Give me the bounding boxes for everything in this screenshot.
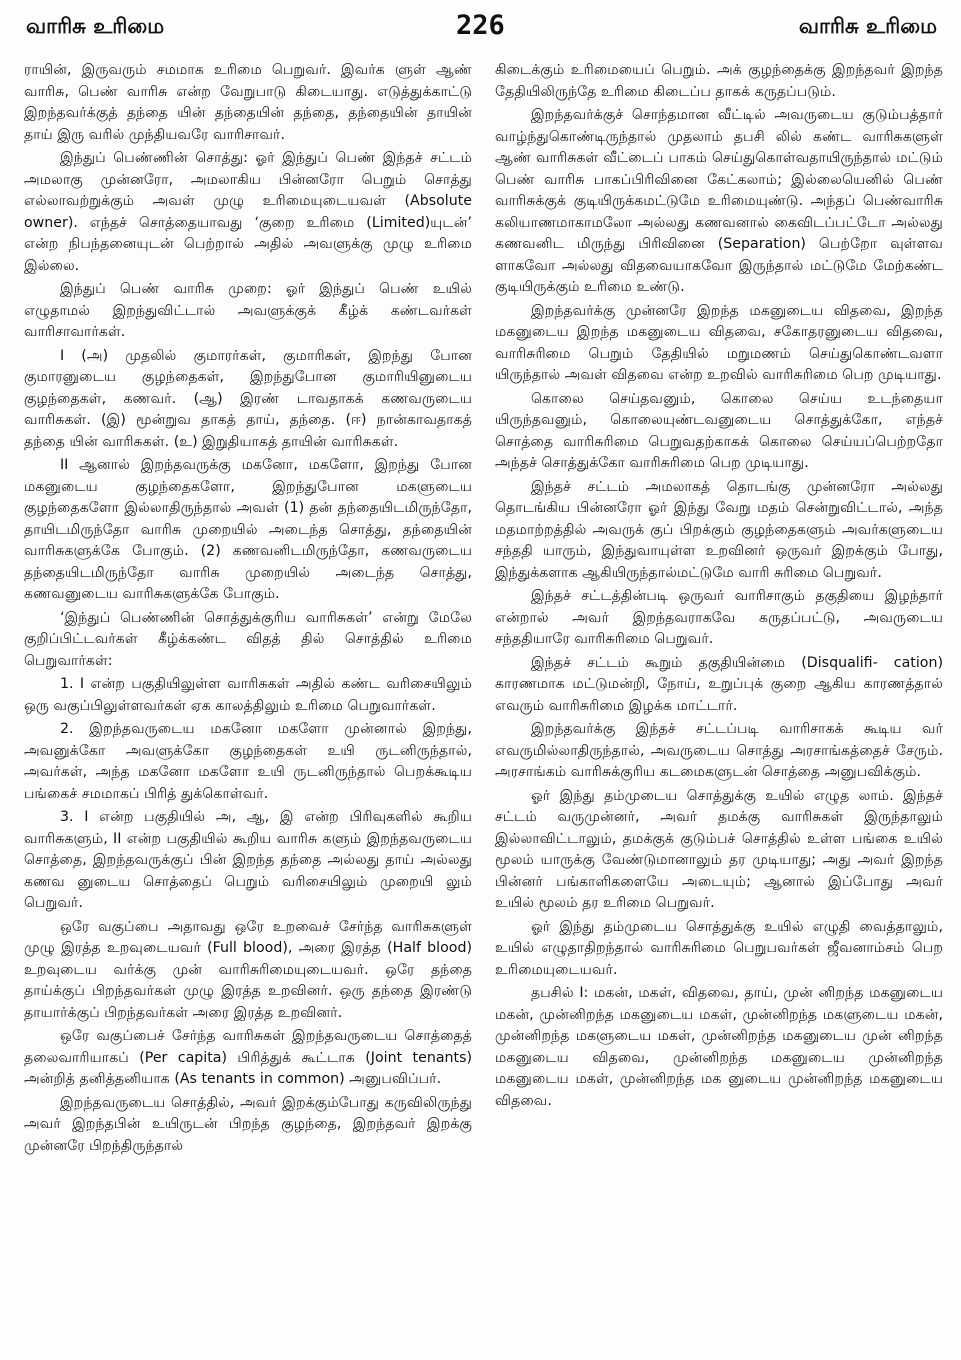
paragraph: இறந்தவர்க்குச் சொந்தமான வீட்டில் அவருடைய குடும்பத்தார் வாழ்ந்துகொண்டிருந்தால் முதலாம் தபசி லில் கண்ட வாரிசுகளுள் ஆண் வாரிசுகள் வீட்டைப் பாகம் செய்துகொள்வதாயிருந்தால் மட்டும் பெண் வாரிசு பாகப்பிரிவினை கேட்கலாம்; இல்லையெனில் பெண் வாரிசுக்குக் குடியிருக்கமட்டுமே உரிமையுண்டு. அந்தப் பெண்வாரிசு கலியாணமாகாமலோ அல்லது கணவனால் கைவிடப்பட்டோ அல்லது கணவனிட மிருந்து பிரிவினை (Separation) பெற்றோ வுள்ளவ ளாகவோ அல்லது விதவையாகவோ இருந்தால் மட்டுமே மேற்கண்ட குடியிருக்கும் உரிமை உண்டு. xyxy=(495,107,943,295)
paragraph: இந்துப் பெண் வாரிசு முறை: ஓர் இந்துப் பெண் உயில் எழுதாமல் இறந்துவிட்டால் அவளுக்குக் கீழ்க் கண்டவர்கள் வாரிசாவார்கள். xyxy=(24,281,472,340)
left-column xyxy=(24,60,472,1356)
paragraph: I (அ) முதலில் குமாரர்கள், குமாரிகள், இறந்து போன குமாரனுடைய குழந்தைகள், இறந்துபோன குமாரியினுடைய குழந்தைகள், கணவர். (ஆ) இரண் டாவதாகக் கணவருடைய வாரிசுகள். (இ) மூன்றுவ தாகத் தாய், தந்தை. (ஈ) நான்காவதாகத் தந்தை யின் வாரிசுகள். (உ) இறுதியாகத் தாயின் வாரிசுகள். xyxy=(24,347,472,450)
paragraph: இறந்தவர்க்கு முன்னரே இறந்த மகனுடைய விதவை, இறந்த மகனுடைய இறந்த மகனுடைய விதவை, சகோதரனுடைய விதவை, வாரிசுரிமை பெறும் தேதியில் மறுமணம் செய்துகொண்டவளா யிருந்தால் அவள் விதவை என்ற உறவில் வாரிசுரிமை பெற முடியாது. xyxy=(495,302,943,383)
paragraph: II ஆனால் இறந்தவருக்கு மகனோ, மகளோ, இறந்து போன மகனுடைய குழந்தைகளோ, இறந்துபோன மகளுடைய குழந்தைகளோ இல்லாதிருந்தால் அவள் (1) தன் தந்தையிடமிருந்தோ, தாயிடமிருந்தோ வாரிசு முறையில் அடைந்த சொத்து, தந்தையின் வாரிசுகளுக்கே போகும். (2) கணவனிடமிருந்தோ, கணவருடைய தந்தையிடமிருந்தோ வாரிசு முறையில் அடைந்த சொத்து, கணவனுடைய வாரிசுகளுக்கே போகும். xyxy=(24,457,472,602)
paragraph: 1. I என்ற பகுதியிலுள்ள வாரிசுகள் அதில் கண்ட வரிசையிலும் ஒரு வகுப்பிலுள்ளவர்கள் ஏக காலத்திலும் உரிமை பெறுவார்கள். xyxy=(24,676,472,714)
paragraph: இந்தச் சட்டம் அமலாகத் தொடங்கு முன்னரோ அல்லது தொடங்கிய பின்னரோ ஓர் இந்து வேறு மதம் சென்றுவிட்டால், அந்த மதமாற்றத்தில் அவருக் குப் பிறக்கும் குழந்தைகளும் அவர்களுடைய சந்ததி யாரும், இந்துவாயுள்ள உறவினர் ஒருவர் இறக்கும் போது, இந்துக்களாக ஆகியிருந்தால்மட்டுமே வாரி சுரிமை பெறுவர். xyxy=(495,478,943,581)
paragraph: இந்தச் சட்டத்தின்படி ஒருவர் வாரிசாகும் தகுதியை இழந்தார் என்றால் அவர் இறந்தவராகவே கருதப்பட்டு, அவருடைய சந்ததியாரே வாரிசுரிமை பெறுவர். xyxy=(495,588,943,647)
page-header xyxy=(0,0,961,58)
paragraph: ஒரே வகுப்பை அதாவது ஒரே உறவைச் சேர்ந்த வாரிசுகளுள் முழு இரத்த உறவுடையவர் (Full blood), அரை இரத்த (Half blood) உறவுடைய வர்க்கு முன் வாரிசுரிமையுடையவர். ஒரே தந்தை தாய்க்குப் பிறந்தவர்கள் முழு இரத்த உறவினர். ஒரு தந்தை இரண்டு தாயார்க்குப் பிறந்தவர்கள் அரை இரத்த உறவினர். xyxy=(24,918,472,1021)
page-number: 226 xyxy=(456,10,505,41)
paragraph: 2. இறந்தவருடைய மகனோ மகளோ முன்னால் இறந்து, அவனுக்கோ அவளுக்கோ குழந்தைகள் உயி ருடனிருந்தால், அவர்கள், அந்த மகனோ மகளோ உயி ருடனிருந்தால் பெறக்கூடிய பங்கைச் சமமாகப் பிரித் துக்கொள்வர். xyxy=(24,721,472,802)
right-column xyxy=(495,60,943,1356)
paragraph: கிடைக்கும் உரிமையைப் பெறும். அக் குழந்தைக்கு இறந்தவர் இறந்த தேதியிலிருந்தே உரிமை கிடைப்ப தாகக் கருதப்படும். xyxy=(495,62,943,100)
paragraph: இறந்தவருடைய சொத்தில், அவர் இறக்கும்போது கருவிலிருந்து அவர் இறந்தபின் உயிருடன் பிறந்த குழந்தை, இறந்தவர் இறக்கு முன்னரே பிறந்திருந்தால் xyxy=(24,1094,472,1154)
paragraph: இறந்தவர்க்கு இந்தச் சட்டப்படி வாரிசாகக் கூடிய வர் எவருமில்லாதிருந்தால், அவருடைய சொத்து அரசாங்கத்தைச் சேரும். அரசாங்கம் வாரிசுக்குரிய கடமைகளுடன் சொத்தை அனுபவிக்கும். xyxy=(495,721,943,780)
paragraph: தபசில் I: மகன், மகள், விதவை, தாய், முன் னிறந்த மகனுடைய மகன், முன்னிறந்த மகனுடைய மகள், முன்னிறந்த மகளுடைய மகன், முன்னிறந்த மகளுடைய மகள், முன்னிறந்த மகனுடைய முன் னிறந்த மகனுடைய விதவை, முன்னிறந்த மகனுடைய முன்னிறந்த மகனுடைய மகள், முன்னிறந்த மக னுடைய முன்னிறந்த மகனுடைய விதவை. xyxy=(495,985,943,1109)
paragraph: 3. I என்ற பகுதியில் அ, ஆ, இ என்ற பிரிவுகளில் கூறிய வாரிசுகளும், II என்ற பகுதியில் கூறிய வாரிசு களும் இறந்தவருடைய சொத்தை, இறந்தவருக்குப் பின் இறந்த தந்தை அல்லது தாய் அல்லது கணவ னுடைய சொத்தைப் பெறும் வரிசையிலும் முறையி லும் பெறுவர். xyxy=(24,809,472,911)
paragraph: ஒரே வகுப்பைச் சேர்ந்த வாரிசுகள் இறந்தவருடைய சொத்தைத் தலைவாரியாகப் (Per capita) பிரித்துக் கூட்டாக (Joint tenants) அன்றித் தனித்தனியாக (As tenants in common) அனுபவிப்பர். xyxy=(24,1028,472,1087)
paragraph: இந்துப் பெண்ணின் சொத்து: ஓர் இந்துப் பெண் இந்தச் சட்டம் அமலாகு முன்னரோ, அமலாகிய பின்னரோ பெறும் சொத்து எல்லாவற்றுக்கும் அவள் முழு உரிமையுடையவள் (Absolute owner). எந்தச் சொத்தையாவது ‘குறை உரிமை (Limited)யுடன்’ என்ற நிபந்தனையுடன் பெற்றால் அதில் அவளுக்கு முழு உரிமை இல்லை. xyxy=(24,150,472,274)
paragraph: இந்தச் சட்டம் கூறும் தகுதியின்மை (Disqualifi- cation) காரணமாக மட்டுமன்றி, நோய், உறுப்புக் குறை ஆகிய காரணத்தால் எவரும் வாரிசுரிமை இழக்க மாட்டார். xyxy=(495,654,943,714)
paragraph: ஓர் இந்து தம்முடைய சொத்துக்கு உயில் எழுத லாம். இந்தச் சட்டம் வருமுன்னர், அவர் தமக்கு வாரிசுகள் இருந்தாலும் இல்லாவிட்டாலும், தமக்குக் குடும்பச் சொத்தில் உள்ள பங்கை உயில் மூலம் யாருக்கு வேண்டுமானாலும் தர முடியாது; அது அவர் இறந்த பின்னர் பங்காளிகளையே அடையும்; ஆனால் இப்போது அவர் உயில் மூலம் தர உரிமை பெறுவர். xyxy=(495,787,943,911)
paragraph: ஓர் இந்து தம்முடைய சொத்துக்கு உயில் எழுதி வைத்தாலும், உயில் எழுதாதிறந்தால் வாரிசுரிமை பெறுபவர்கள் ஜீவனாம்சம் பெற உரிமையுடையவர். xyxy=(495,918,943,978)
paragraph: ‘இந்துப் பெண்ணின் சொத்துக்குரிய வாரிசுகள்’ என்று மேலே குறிப்பிட்டவர்கள் கீழ்க்கண்ட விதத் தில் சொத்தில் உரிமை பெறுவார்கள்: xyxy=(24,609,472,669)
paragraph: ராயின், இருவரும் சமமாக உரிமை பெறுவர். இவர்க ளுள் ஆண் வாரிசு, பெண் வாரிசு என்ற வேறுபாடு கிடையாது. எடுத்துக்காட்டு இறந்தவர்க்குத் தந்தை யின் தந்தையின் தந்தை, தந்தையின் தாயின் தாய் இரு வரில் முந்தியவரே வாரிசாவர். xyxy=(24,62,472,143)
running-title-right: வாரிசு உரிமை xyxy=(798,14,937,38)
paragraph: கொலை செய்தவனும், கொலை செய்ய உடந்தையா யிருந்தவனும், கொலையுண்டவனுடைய சொத்துக்கோ, எந்தச் சொத்தை வாரிசுரிமை பெறுவதற்காகக் கொலை செய்யப்பெற்றதோ அந்தச் சொத்துக்கோ வாரிசுரிமை பெற முடியாது. xyxy=(495,390,943,471)
running-title-left: வாரிசு உரிமை xyxy=(26,14,165,38)
